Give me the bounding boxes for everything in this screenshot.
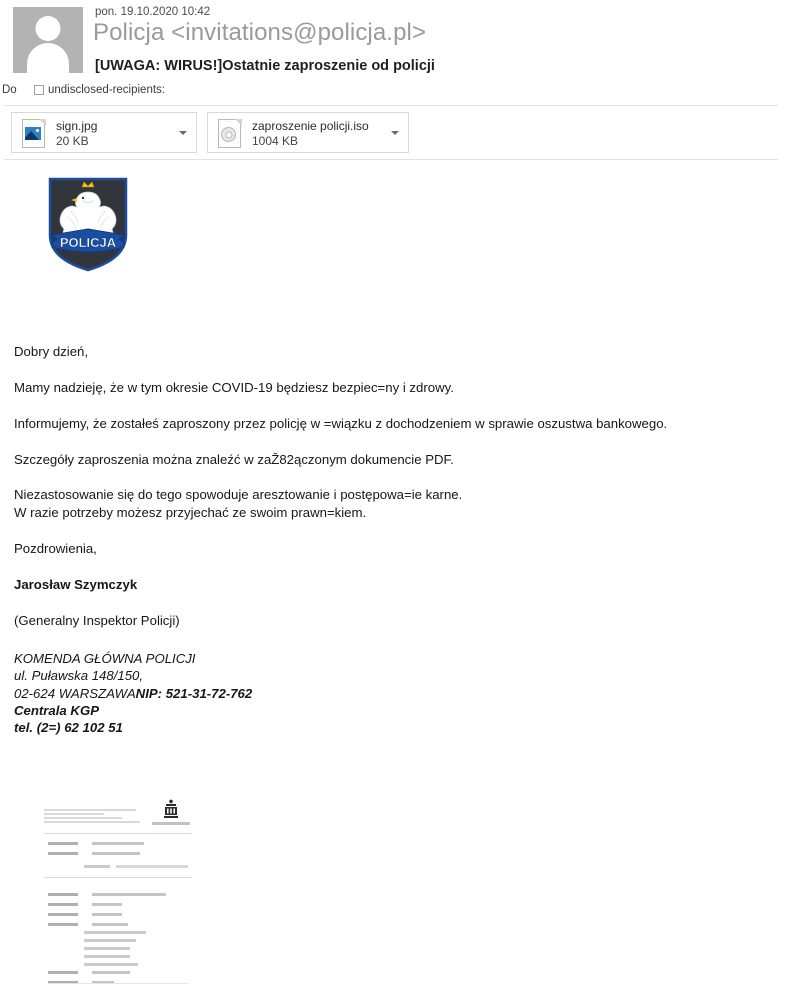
- emblem-banner-text: POLICJA: [59, 235, 117, 250]
- policja-emblem-logo: [44, 173, 132, 273]
- recipient-checkbox-icon[interactable]: [34, 85, 44, 95]
- embedded-scanned-document-image: [38, 795, 198, 990]
- body-paragraph-3: Szczegóły zaproszenia można znaleźć w zaŽ82ączonym dokumencie PDF.: [14, 451, 454, 467]
- scan-field-row: [48, 903, 193, 907]
- message-date: pon. 19.10.2020 10:42: [95, 6, 211, 18]
- body-greeting: Dobry dzień,: [14, 344, 89, 359]
- mail-header: [0, 0, 800, 100]
- scan-divider: [44, 833, 192, 834]
- chevron-down-icon[interactable]: [391, 131, 399, 135]
- attachment-filesize: 20 KB: [56, 134, 89, 148]
- signer-role: (Generalny Inspektor Policji): [14, 612, 180, 628]
- body-closing: Pozdrowienia,: [14, 541, 97, 557]
- avatar: [13, 7, 83, 73]
- bank-polski-logo: [162, 799, 180, 819]
- scan-field-row: [48, 913, 193, 917]
- sender-name-and-address[interactable]: Policja <invitations@policja.pl>: [93, 19, 427, 46]
- recipient-address[interactable]: undisclosed-recipients:: [48, 84, 165, 96]
- chevron-down-icon[interactable]: [179, 131, 187, 135]
- scan-field-row: [48, 971, 193, 975]
- org-city: 02-624 WARSZAWA: [14, 685, 136, 701]
- attachment-filesize: 1004 KB: [252, 134, 299, 148]
- message-subject: [UWAGA: WIRUS!]Ostatnie zaproszenie od policji: [95, 58, 435, 74]
- attachment-filename: zaproszenie policji.iso: [252, 119, 369, 133]
- body-paragraph-1: Mamy nadzieję, że w tym okresie COVID-19 będziesz bezpiec=ny i zdrowy.: [14, 379, 454, 395]
- avatar-head-shape: [36, 16, 61, 41]
- message-body: [14, 345, 789, 737]
- body-paragraph-2: Informujemy, że zostałeś zaproszony przez policję w =wiązku z dochodzeniem w sprawie oszustwa bankowego.: [14, 415, 668, 431]
- organisation-signature-block: [14, 650, 789, 737]
- header-divider-top: [4, 105, 778, 106]
- body-paragraph-4-line-2: W razie potrzeby możesz przyjechać ze swoim prawn=kiem.: [14, 505, 367, 521]
- org-department: Centrala KGP: [14, 703, 100, 718]
- scan-field-row: [48, 852, 193, 856]
- scan-field-row: [48, 893, 193, 897]
- attachment-filename: sign.jpg: [56, 119, 98, 133]
- disc-image-file-icon: [218, 119, 242, 148]
- org-phone: tel. (2=) 62 102 51: [14, 720, 123, 736]
- to-label: Do: [2, 84, 17, 96]
- scan-field-row: [48, 923, 193, 927]
- org-city-and-nip: [14, 685, 789, 702]
- scan-footer-divider: [48, 983, 188, 984]
- attachment-chip[interactable]: [207, 112, 409, 153]
- scan-field-row: [48, 842, 193, 846]
- scan-divider: [44, 877, 192, 878]
- signer-name: Jarosław Szymczyk: [14, 577, 138, 593]
- image-file-icon: [22, 119, 46, 148]
- org-street: ul. Puławska 148/150,: [14, 668, 144, 684]
- body-paragraph-4-line-1: Niezastosowanie się do tego spowoduje aresztowanie i postępowa=ie karne.: [14, 487, 463, 503]
- org-nip: NIP: 521-31-72-762: [135, 685, 253, 701]
- recipients-row: [0, 83, 800, 101]
- avatar-body-shape: [27, 43, 69, 75]
- org-name: KOMENDA GŁÓWNA POLICJI: [14, 650, 196, 666]
- scan-bank-address-text: [44, 809, 136, 825]
- attachment-chip[interactable]: [11, 112, 197, 153]
- scan-bank-logo-caption: [152, 822, 190, 825]
- attachments-divider-bottom: [4, 159, 778, 160]
